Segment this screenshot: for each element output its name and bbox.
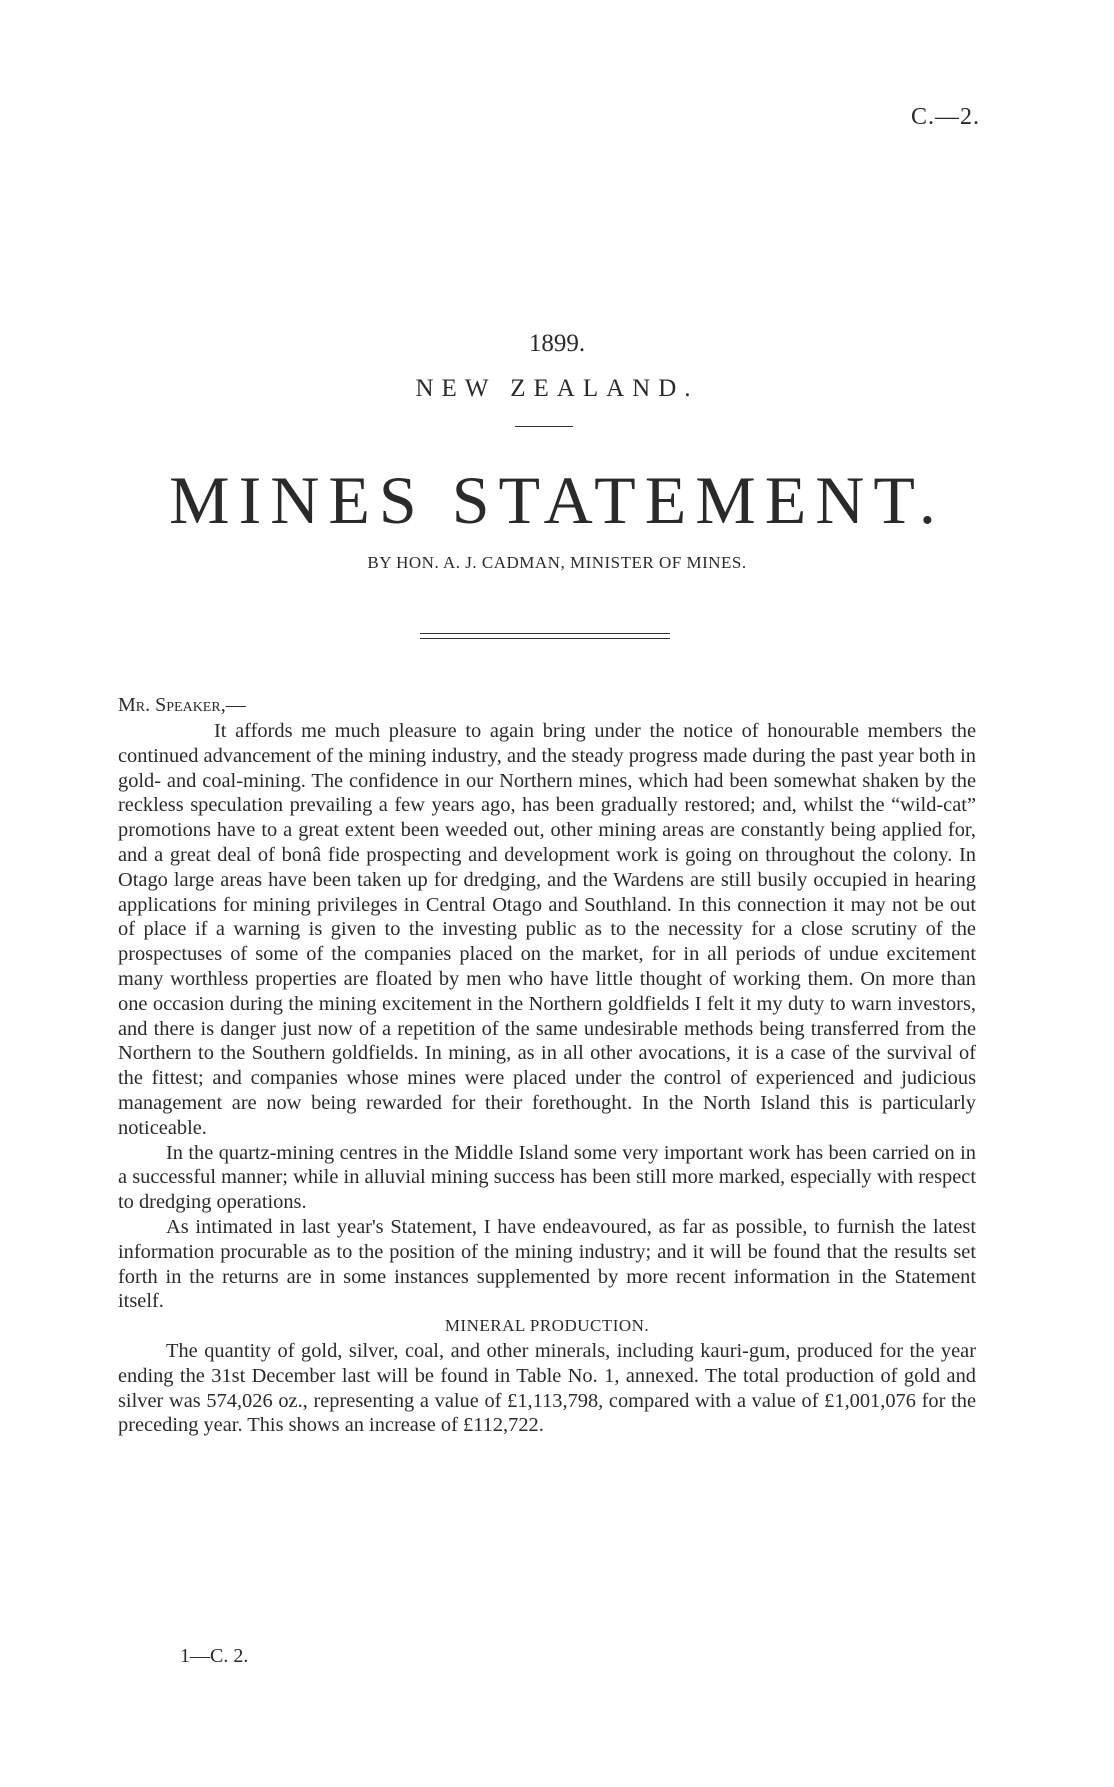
paragraph-3: As intimated in last year's Statement, I have endeavoured, as far as possible, to furnish the latest information procurable as to the position of the mining industry; and it will be found that the results set forth in the returns are in some instances supplemented by more recent information in the Statement itself. xyxy=(118,1215,976,1313)
page-reference: C.—2. xyxy=(910,104,980,130)
divider-double-top xyxy=(420,633,670,634)
paragraph-1: It affords me much pleasure to again bring under the notice of honourable members the continued advancement of the mining industry, and the steady progress made during the past year both in gold- and coal-mining. The confidence in our Northern mines, which had been somewhat shaken by the reckless speculation prevailing a few years ago, has been gradually restored; and, whilst the “wild-cat” promotions have to a great extent been weeded out, other mining areas are constantly being applied for, and a great deal of bonâ fide prospecting and development work is going on throughout the colony. In Otago large areas have been taken up for dredging, and the Wardens are still busily occupied in hearing applications for mining privileges in Central Otago and Southland. In this connection it may not be out of place if a warning is given to the investing public as to the necessity for a close scrutiny of the prospectuses of some of the companies placed on the market, for in all periods of undue excitement many worthless properties are floated by men who have little thought of working them. On more than one occasion during the mining excitement in the Northern goldfields I felt it my duty to warn investors, and there is danger just now of a repetition of the same undesirable methods being transferred from the Northern to the Southern goldfields. In mining, as in all other avocations, it is a case of the survival of the fittest; and companies whose mines were placed under the control of experienced and judicious management are now being rewarded for their forethought. In the North Island this is particularly noticeable. xyxy=(118,720,976,1139)
divider-double-bottom xyxy=(420,638,670,639)
divider-short xyxy=(515,426,573,427)
document-country: NEW ZEALAND. xyxy=(415,375,699,402)
salutation: Mr. Speaker,— xyxy=(118,694,246,716)
page-signature: 1—C. 2. xyxy=(180,1645,249,1667)
statement-body xyxy=(118,719,976,1438)
document-byline: BY HON. A. J. CADMAN, MINISTER OF MINES. xyxy=(367,553,747,572)
paragraph-2: In the quartz-mining centres in the Middle Island some very important work has been carried on in a successful manner; while in alluvial mining success has been still more marked, especially with respect to dredging operations. xyxy=(118,1141,976,1214)
document-title: MINES STATEMENT. xyxy=(169,462,945,538)
paragraph-mineral-production: The quantity of gold, silver, coal, and other minerals, including kauri-gum, produced for the year ending the 31st December last will be found in Table No. 1, annexed. The total production of gold and silver was 574,026 oz., representing a value of £1,113,798, compared with a value of £1,001,076 for the preceding year. This shows an increase of £112,722. xyxy=(118,1339,976,1437)
section-heading-mineral-production: MINERAL PRODUCTION. xyxy=(444,1316,650,1336)
document-year: 1899. xyxy=(528,330,586,357)
